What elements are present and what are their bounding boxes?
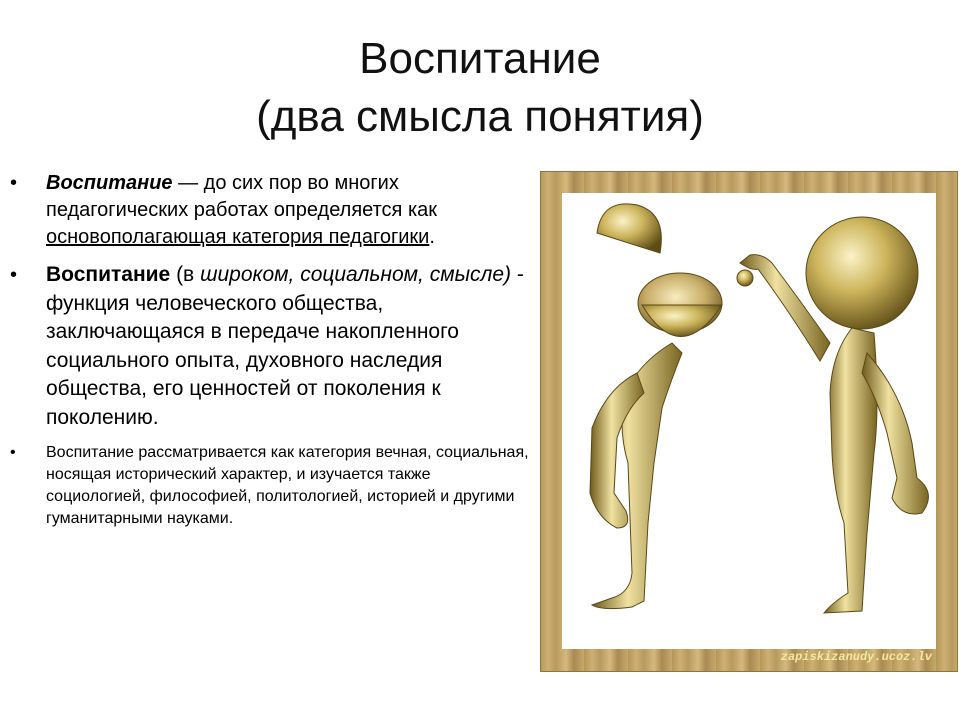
right-figure xyxy=(737,217,928,613)
slide-title xyxy=(0,30,960,146)
bullet-1-text-a: — до сих пор во многих педагогических работах определяется как xyxy=(46,172,438,221)
bullet-1-underlined: основополагающая категория педагогики xyxy=(46,226,430,248)
bullet-item-2 xyxy=(10,261,530,432)
bullet-3-text: Воспитание рассматривается как категория вечная, социальная, носящая исторический характер, и изучается также социологией, философией, политологией, историей и другими гуманитарными науками. xyxy=(46,444,529,527)
title-line-1: Воспитание xyxy=(359,34,601,83)
bullet-2-italic: широком, социальном, смысле) xyxy=(200,263,512,286)
bullet-marker: • xyxy=(10,264,18,286)
bullet-item-1 xyxy=(10,170,530,251)
bullet-2-text-a: (в xyxy=(170,263,201,286)
bullet-list xyxy=(10,170,530,530)
watermark: zapiskizanudy.ucoz.lv xyxy=(780,650,932,664)
bullet-1-term: Воспитание xyxy=(46,172,173,194)
left-figure xyxy=(590,204,722,609)
bullet-1-text-b: . xyxy=(429,226,435,248)
illustration-frame xyxy=(540,171,958,672)
bullet-2-text-b: - функция человеческого общества, заключающаяся в передаче накопленного социального опыта, духовного наследия общества, его ценностей от поколения к поколению. xyxy=(46,263,524,429)
bullet-item-3 xyxy=(10,442,530,530)
bullet-2-term: Воспитание xyxy=(46,263,171,286)
bullet-marker: • xyxy=(10,444,16,461)
illustration xyxy=(562,193,936,649)
figures-brain-illustration xyxy=(562,193,936,649)
title-line-2: (два смысла понятия) xyxy=(256,92,704,141)
bullet-marker: • xyxy=(10,172,18,194)
